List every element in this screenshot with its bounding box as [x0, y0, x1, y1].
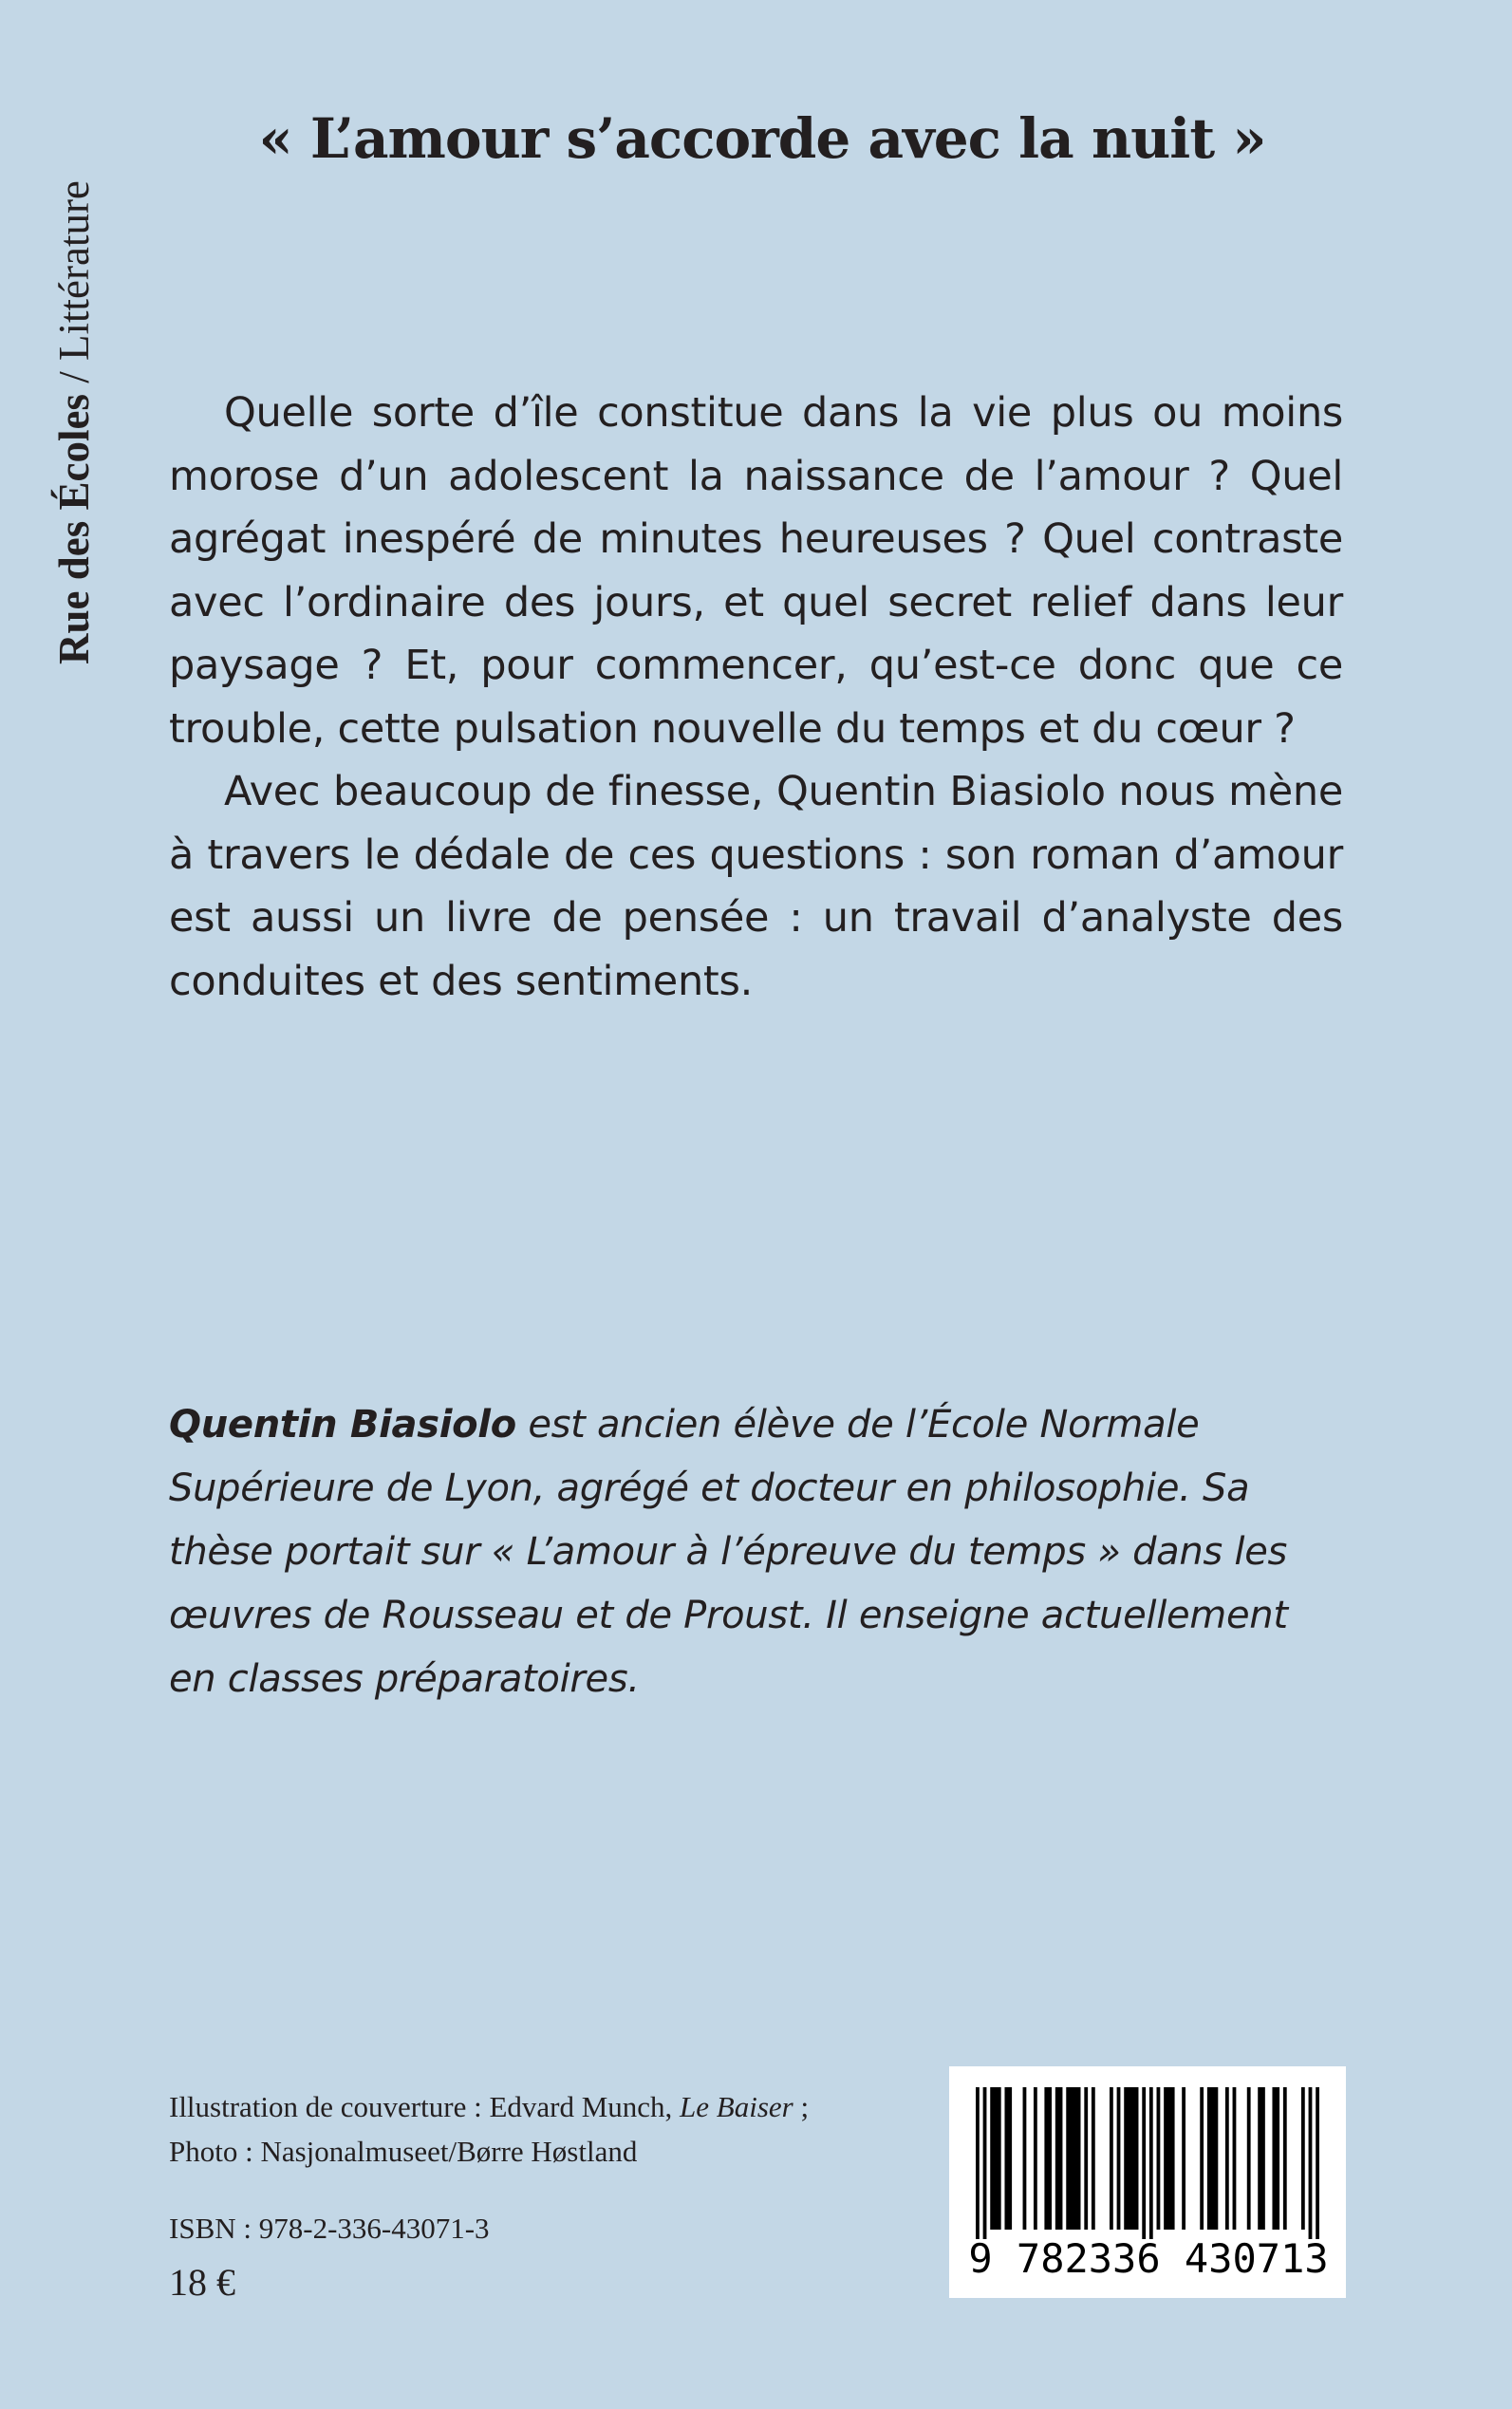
artwork-title: Le Baiser — [680, 2090, 793, 2123]
barcode-bar — [1200, 2087, 1204, 2230]
barcode-bar — [1258, 2087, 1265, 2230]
isbn: ISBN : 978-2-336-43071-3 — [169, 2212, 490, 2245]
barcode-bar — [1066, 2087, 1080, 2230]
barcode-bar — [983, 2087, 987, 2239]
barcode-bar — [1110, 2087, 1113, 2230]
barcode-bar — [1283, 2087, 1287, 2230]
cover-credits — [169, 2084, 809, 2174]
barcode-bar — [1092, 2087, 1095, 2230]
barcode-bar — [1301, 2087, 1305, 2230]
barcode-bar — [1055, 2087, 1063, 2230]
barcode-bar — [1117, 2087, 1121, 2230]
barcode-bar — [1272, 2087, 1279, 2230]
barcode-bar — [1309, 2087, 1313, 2239]
book-title: « L’amour s’accorde avec la nuit » — [258, 106, 1266, 171]
photo-credit: Photo : Nasjonalmuseet/Børre Høstland — [169, 2135, 638, 2168]
author-bio-text: est ancien élève de l’École Normale Supérieure de Lyon, agrégé et docteur en philosophie. Sa thèse portait sur « L’amour à l’épreuve du temps » dans les œuvres de Rousseau et de Proust. Il enseigne actuellement en classes préparatoires. — [169, 1403, 1288, 1701]
barcode-bar — [1233, 2087, 1237, 2230]
barcode-bar — [976, 2087, 980, 2239]
series-name: Rue des Écoles — [50, 394, 98, 664]
collection-name: Littérature — [50, 180, 98, 361]
barcode-bar — [1207, 2087, 1218, 2230]
barcode-bar — [1247, 2087, 1251, 2230]
barcode-bar — [1164, 2087, 1174, 2230]
barcode-bar — [1084, 2087, 1088, 2230]
barcode-bar — [990, 2087, 1000, 2230]
barcode-bar — [1044, 2087, 1052, 2230]
barcode-bar — [1004, 2087, 1012, 2230]
barcode-bar — [1142, 2087, 1146, 2239]
illustration-credit: Illustration de couverture : Edvard Munch, Le Baiser ; — [169, 2090, 810, 2123]
spine-label — [46, 180, 103, 664]
barcode-digits: 9 782336 430713 — [968, 2235, 1329, 2282]
barcode-bar — [1182, 2087, 1185, 2230]
barcode — [949, 2066, 1346, 2298]
barcode-bar — [1225, 2087, 1229, 2230]
barcode-bar — [1316, 2087, 1319, 2239]
barcode-bar — [1124, 2087, 1138, 2230]
barcode-bars — [976, 2087, 1319, 2239]
blurb-paragraph: Quelle sorte d’île constitue dans la vie plus ou moins morose d’un adolescent la naissance de l’amour ? Quel agrégat inespéré de minutes heureuses ? Quel contraste avec l’ordinaire des jours, et quel secret relief dans leur paysage ? Et, pour commencer, qu’est-ce donc que ce trouble, cette pulsation nouvelle du temps et du cœur ? — [169, 389, 1343, 753]
spine-separator: / — [50, 371, 98, 383]
barcode-bar — [1034, 2087, 1037, 2230]
blurb-paragraph: Avec beaucoup de finesse, Quentin Biasiolo nous mène à travers le dédale de ces questions : son roman d’amour est aussi un livre de pensée : un travail d’analyste des conduites et des sentiments. — [169, 768, 1343, 1005]
barcode-bar — [1023, 2087, 1027, 2230]
author-name: Quentin Biasiolo — [169, 1403, 516, 1447]
barcode-bar — [1149, 2087, 1153, 2239]
blurb — [169, 382, 1343, 1013]
author-bio — [169, 1393, 1343, 1711]
barcode-bar — [1157, 2087, 1161, 2230]
price: 18 € — [169, 2261, 235, 2304]
